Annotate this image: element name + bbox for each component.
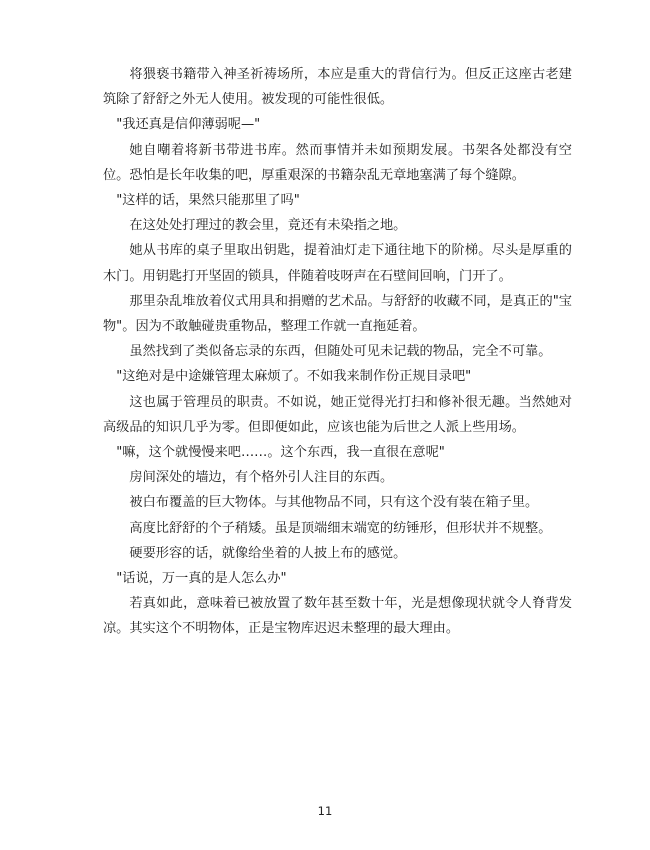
paragraph: 高度比舒舒的个子稍矮。虽是顶端细末端宽的纺锤形，但形状并不规整。	[129, 520, 552, 536]
paragraph: 房间深处的墙边，有个格外引人注目的东西。	[129, 470, 394, 486]
paragraph-quote: "这样的话，果然只能那里了吗"	[116, 193, 300, 209]
paragraph: 硬要形容的话，就像给坐着的人披上布的感觉。	[129, 545, 407, 561]
paragraph: 若真如此，意味着已被放置了数年甚至数十年，光是想像现状就令人脊背发凉。其实这个不明物体，正是宝物库迟迟未整理的最大理由。	[103, 596, 572, 637]
paragraph-quote: "这绝对是中途嫌管理太麻烦了。不如我来制作份正规目录吧"	[116, 369, 472, 385]
paragraph: 这也属于管理员的职责。不如说，她正觉得光打扫和修补很无趣。当然她对高级品的知识几乎为零。但即便如此，应该也能为后世之人派上些用场。	[103, 394, 572, 435]
paragraph: 在这处处打理过的教会里，竟还有未染指之地。	[129, 218, 407, 234]
page-number: 11	[317, 804, 333, 818]
paragraph-quote: "我还真是信仰薄弱呢—"	[116, 117, 261, 133]
paragraph-quote: "嘛，这个就慢慢来吧……。这个东西，我一直很在意呢"	[116, 445, 445, 461]
document-body	[103, 62, 572, 642]
paragraph: 被白布覆盖的巨大物体。与其他物品不同，只有这个没有装在箱子里。	[129, 495, 539, 511]
paragraph: 将猥亵书籍带入神圣祈祷场所，本应是重大的背信行为。但反正这座古老建筑除了舒舒之外无人使用。被发现的可能性很低。	[103, 67, 572, 108]
paragraph: 她从书库的桌子里取出钥匙，提着油灯走下通往地下的阶梯。尽头是厚重的木门。用钥匙打开坚固的锁具，伴随着吱呀声在石壁间回响，门开了。	[103, 243, 572, 284]
paragraph: 她自嘲着将新书带进书库。然而事情并未如预期发展。书架各处都没有空位。恐怕是长年收集的吧，厚重艰深的书籍杂乱无章地塞满了每个缝隙。	[103, 142, 572, 183]
paragraph: 那里杂乱堆放着仪式用具和捐赠的艺术品。与舒舒的收藏不同，是真正的"宝物"。因为不敢触碰贵重物品，整理工作就一直拖延着。	[103, 293, 572, 335]
paragraph-quote: "话说，万一真的是人怎么办"	[116, 571, 287, 587]
paragraph: 虽然找到了类似备忘录的东西，但随处可见未记载的物品，完全不可靠。	[129, 344, 552, 360]
